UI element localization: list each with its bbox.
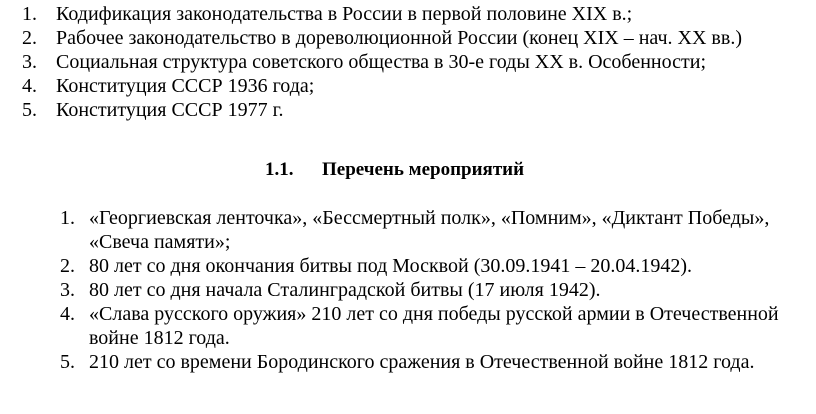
list-item-line: «Георгиевская ленточка», «Бессмертный полк», «Помним», «Диктант Победы», bbox=[89, 207, 770, 229]
list-item-text bbox=[89, 206, 809, 254]
list-item-number: 3. bbox=[22, 51, 37, 73]
list-item-line: 80 лет со дня окончания битвы под Москвой (30.09.1941 – 20.04.1942). bbox=[89, 255, 693, 277]
list-item-number: 4. bbox=[22, 75, 37, 97]
list-item-number: 3. bbox=[60, 279, 75, 301]
list-item-line: 210 лет со времени Бородинского сражения в Отечественной войне 1812 года. bbox=[89, 351, 755, 373]
list-item-text bbox=[89, 350, 809, 374]
list-item-number: 2. bbox=[60, 255, 75, 277]
list-item-text: Конституция СССР 1977 г. bbox=[56, 99, 284, 121]
list-item-number: 1. bbox=[60, 207, 75, 229]
list-item-text: Конституция СССР 1936 года; bbox=[56, 75, 315, 97]
section-number: 1.1. bbox=[265, 159, 294, 180]
list-item-text bbox=[89, 302, 809, 350]
list-item-text: Кодификация законодательства в России в первой половине XIX в.; bbox=[56, 3, 633, 25]
list-item-line: «Слава русского оружия» 210 лет со дня победы русской армии в Отечественной bbox=[89, 303, 779, 325]
section-title: Перечень мероприятий bbox=[322, 159, 525, 180]
list-item-number: 5. bbox=[22, 99, 37, 121]
list-item-text bbox=[89, 254, 809, 278]
list-item-number: 1. bbox=[22, 3, 37, 25]
list-item-text: Социальная структура советского общества в 30-е годы XX в. Особенности; bbox=[56, 51, 706, 73]
list-item-line: 80 лет со дня начала Сталинградской битвы (17 июля 1942). bbox=[89, 279, 601, 301]
list-item-number: 5. bbox=[60, 351, 75, 373]
list-item-line: войне 1812 года. bbox=[89, 327, 230, 349]
list-item-number: 2. bbox=[22, 27, 37, 49]
list-item-text: Рабочее законодательство в дореволюционной России (конец XIX – нач. XX вв.) bbox=[56, 27, 742, 49]
list-item-line: «Свеча памяти»; bbox=[89, 231, 231, 253]
list-item-number: 4. bbox=[60, 303, 75, 325]
list-item-text bbox=[89, 278, 809, 302]
